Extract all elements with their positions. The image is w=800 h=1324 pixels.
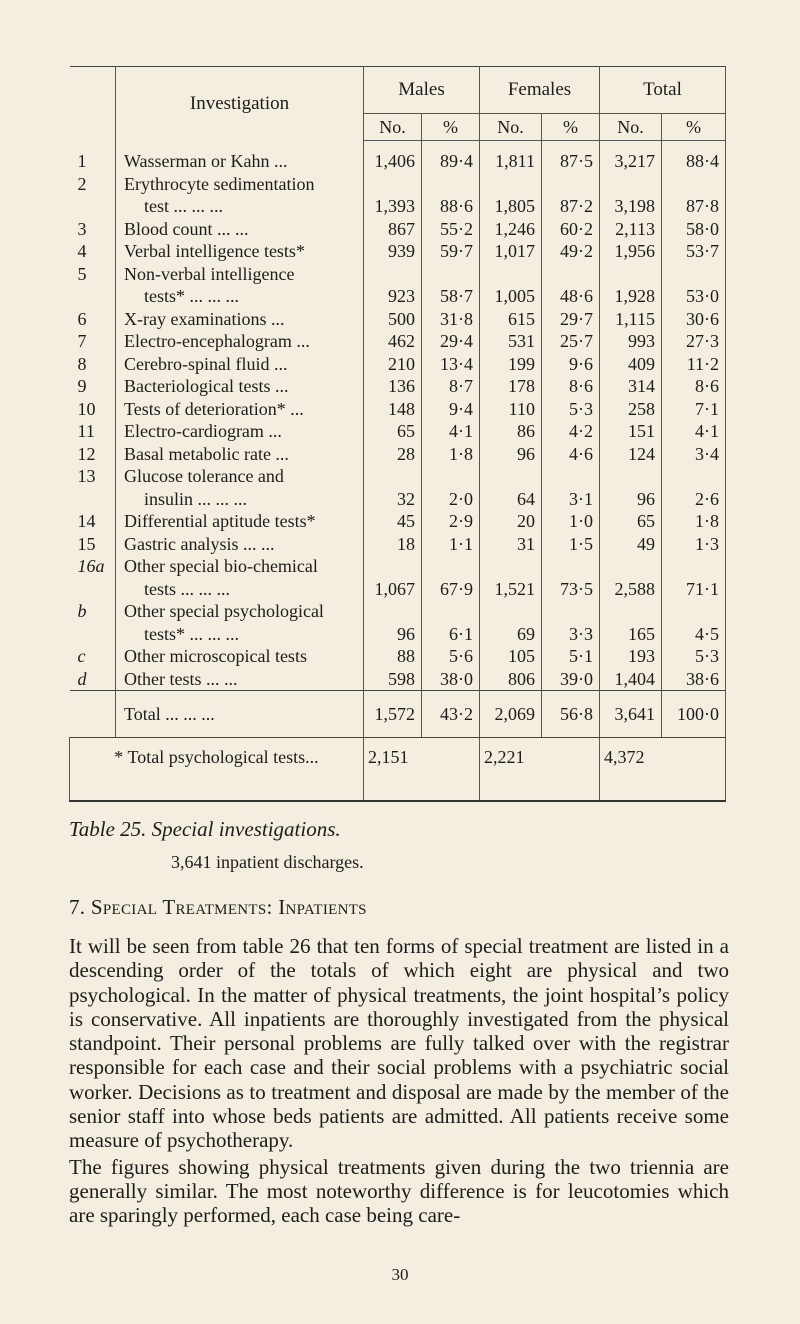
- cell-f-pct: 87·5: [542, 141, 600, 173]
- cell-f-pct: 8·6: [542, 375, 600, 398]
- cell-f-pct: 5·1: [542, 645, 600, 668]
- cell-m-no: 45: [364, 510, 422, 533]
- cell-t-no: 993: [600, 330, 662, 353]
- cell-m-no: 1,393: [364, 173, 422, 218]
- row-number: c: [77, 646, 86, 666]
- table-body: [70, 141, 726, 691]
- cell-t-no: 193: [600, 645, 662, 668]
- table-row: [70, 555, 726, 600]
- cell-t-no: 3,217: [600, 141, 662, 173]
- cell-m-pct: 58·7: [422, 263, 480, 308]
- table-row: [70, 173, 726, 218]
- cell-m-no: 939: [364, 240, 422, 263]
- label-line: Gastric analysis ... ...: [124, 533, 275, 554]
- cell-m-no: 18: [364, 533, 422, 556]
- table-row: [70, 218, 726, 241]
- psych-t-no: 4,372: [600, 738, 726, 802]
- cell-f-pct: 9·6: [542, 353, 600, 376]
- investigation-label: [116, 308, 364, 331]
- cell-t-no: 124: [600, 443, 662, 466]
- investigation-label: [116, 510, 364, 533]
- psych-total-label: * Total psychological tests...: [70, 738, 364, 802]
- cell-f-no: 1,017: [480, 240, 542, 263]
- cell-t-no: 49: [600, 533, 662, 556]
- table-subcaption: 3,641 inpatient discharges.: [171, 852, 364, 872]
- row-number: 1: [77, 150, 87, 171]
- cell-t-no: 1,404: [600, 668, 662, 691]
- row-number: 13: [77, 466, 96, 486]
- males-header: Males: [364, 67, 480, 114]
- cell-f-no: 1,805: [480, 173, 542, 218]
- table-row: [70, 465, 726, 510]
- cell-t-no: 258: [600, 398, 662, 421]
- cell-f-no: 31: [480, 533, 542, 556]
- cell-f-pct: 3·1: [542, 465, 600, 510]
- row-number: b: [77, 601, 87, 621]
- cell-m-pct: 4·1: [422, 420, 480, 443]
- cell-t-no: 1,928: [600, 263, 662, 308]
- row-number: 10: [77, 398, 96, 419]
- investigation-label: [116, 218, 364, 241]
- total-header: Total: [600, 67, 726, 114]
- cell-t-pct: 58·0: [662, 218, 726, 241]
- cell-m-no: 867: [364, 218, 422, 241]
- cell-f-no: 86: [480, 420, 542, 443]
- cell-m-pct: 13·4: [422, 353, 480, 376]
- cell-f-no: 1,811: [480, 141, 542, 173]
- row-number: 14: [77, 511, 96, 531]
- cell-t-no: 2,113: [600, 218, 662, 241]
- cell-f-pct: 3·3: [542, 600, 600, 645]
- label-continuation: insulin ... ... ...: [144, 488, 248, 509]
- row-number: 15: [77, 533, 96, 554]
- table-row: [70, 443, 726, 466]
- label-line: Tests of deterioration* ...: [124, 398, 304, 419]
- cell-t-no: 2,588: [600, 555, 662, 600]
- cell-m-no: 923: [364, 263, 422, 308]
- psych-f-no: 2,221: [480, 738, 600, 802]
- cell-f-pct: 49·2: [542, 240, 600, 263]
- females-header: Females: [480, 67, 600, 114]
- cell-m-no: 462: [364, 330, 422, 353]
- row-number: 4: [77, 241, 87, 261]
- cell-f-no: 178: [480, 375, 542, 398]
- cell-t-no: 165: [600, 600, 662, 645]
- cell-f-no: 1,005: [480, 263, 542, 308]
- table-row: [70, 398, 726, 421]
- investigation-label: [116, 645, 364, 668]
- row-number: 9: [77, 376, 87, 396]
- investigation-label: [116, 375, 364, 398]
- row-number: 3: [77, 218, 87, 239]
- label-continuation: tests* ... ... ...: [144, 623, 240, 644]
- cell-t-pct: 1·8: [662, 510, 726, 533]
- cell-m-no: 598: [364, 668, 422, 691]
- cell-m-no: 136: [364, 375, 422, 398]
- cell-f-no: 199: [480, 353, 542, 376]
- cell-f-no: 64: [480, 465, 542, 510]
- cell-t-pct: 11·2: [662, 353, 726, 376]
- investigation-header: Investigation: [116, 67, 364, 141]
- investigation-label: [116, 398, 364, 421]
- total-pct-header: %: [662, 114, 726, 141]
- cell-t-pct: 8·6: [662, 375, 726, 398]
- cell-t-pct: 53·7: [662, 240, 726, 263]
- cell-t-pct: 4·1: [662, 420, 726, 443]
- cell-m-pct: 55·2: [422, 218, 480, 241]
- investigation-label: [116, 240, 364, 263]
- cell-f-no: 96: [480, 443, 542, 466]
- cell-f-no: 105: [480, 645, 542, 668]
- table-row: [70, 330, 726, 353]
- label-line: Blood count ... ...: [124, 218, 249, 239]
- cell-t-pct: 87·8: [662, 173, 726, 218]
- cell-t-no: 1,115: [600, 308, 662, 331]
- cell-m-pct: 59·7: [422, 240, 480, 263]
- cell-m-no: 148: [364, 398, 422, 421]
- total-label: Total ... ... ...: [116, 691, 364, 738]
- cell-f-pct: 87·2: [542, 173, 600, 218]
- cell-f-pct: 39·0: [542, 668, 600, 691]
- row-number: 7: [77, 331, 87, 351]
- cell-f-no: 806: [480, 668, 542, 691]
- cell-m-pct: 89·4: [422, 141, 480, 173]
- section-heading: 7. Special Treatments: Inpatients: [69, 895, 367, 919]
- label-line: Glucose tolerance and: [124, 466, 284, 486]
- cell-m-no: 1,067: [364, 555, 422, 600]
- cell-f-pct: 5·3: [542, 398, 600, 421]
- cell-m-no: 65: [364, 420, 422, 443]
- cell-f-no: 110: [480, 398, 542, 421]
- paragraph: It will be seen from table 26 that ten forms of special treatment are listed in a descending order of the totals of which eight are physical and two psychological. In the matter of physical treatments, the joint hospital’s policy is conservative. All inpatients are thoroughly investigated from the physical standpoint. Their personal problems are fully talked over with the registrar responsible for each case and their social problems with a psychiatric social worker. Decisions as to treatment and disposal are made by the member of the senior staff into whose beds patients are admitted. All patients receive some measure of psychotherapy.: [69, 934, 729, 1153]
- investigation-label: [116, 353, 364, 376]
- label-line: Other tests ... ...: [124, 668, 238, 689]
- cell-f-no: 69: [480, 600, 542, 645]
- cell-m-no: 32: [364, 465, 422, 510]
- females-no-header: No.: [480, 114, 542, 141]
- label-line: Non-verbal intelligence: [124, 263, 295, 284]
- investigation-label: [116, 533, 364, 556]
- table-row: [70, 308, 726, 331]
- females-pct-header: %: [542, 114, 600, 141]
- males-pct-header: %: [422, 114, 480, 141]
- cell-m-no: 500: [364, 308, 422, 331]
- investigation-label: [116, 668, 364, 691]
- cell-f-pct: 4·6: [542, 443, 600, 466]
- cell-m-pct: 6·1: [422, 600, 480, 645]
- cell-m-pct: 2·9: [422, 510, 480, 533]
- investigation-label: [116, 465, 364, 510]
- label-continuation: tests ... ... ...: [144, 578, 231, 599]
- label-line: Wasserman or Kahn ...: [124, 151, 288, 171]
- cell-t-no: 151: [600, 420, 662, 443]
- total-f-no: 2,069: [480, 691, 542, 738]
- psych-m-no: 2,151: [364, 738, 480, 802]
- cell-f-pct: 1·0: [542, 510, 600, 533]
- cell-m-no: 88: [364, 645, 422, 668]
- label-continuation: tests* ... ... ...: [144, 286, 240, 306]
- cell-f-no: 20: [480, 510, 542, 533]
- cell-f-pct: 60·2: [542, 218, 600, 241]
- cell-m-pct: 31·8: [422, 308, 480, 331]
- table-caption: Table 25. Special investigations.: [69, 817, 341, 841]
- males-no-header: No.: [364, 114, 422, 141]
- cell-m-no: 28: [364, 443, 422, 466]
- cell-m-pct: 2·0: [422, 465, 480, 510]
- investigation-label: [116, 141, 364, 173]
- table-row: [70, 240, 726, 263]
- cell-t-pct: 53·0: [662, 263, 726, 308]
- table-row: [70, 420, 726, 443]
- cell-t-pct: 1·3: [662, 533, 726, 556]
- table-row: [70, 600, 726, 645]
- row-number: 16a: [77, 556, 105, 576]
- cell-t-pct: 2·6: [662, 465, 726, 510]
- investigation-label: [116, 330, 364, 353]
- total-f-pct: 56·8: [542, 691, 600, 738]
- cell-m-pct: 5·6: [422, 645, 480, 668]
- num-header: [70, 67, 116, 141]
- cell-m-pct: 9·4: [422, 398, 480, 421]
- table-row: [70, 141, 726, 173]
- cell-t-pct: 88·4: [662, 141, 726, 173]
- row-number: d: [77, 668, 87, 689]
- table-row: [70, 263, 726, 308]
- cell-t-no: 65: [600, 510, 662, 533]
- paragraph: The figures showing physical treatments given during the two triennia are generally similar. The most noteworthy difference is for leucotomies which are sparingly performed, each case being care-: [69, 1154, 729, 1228]
- label-line: Other special psychological: [124, 601, 324, 621]
- label-line: Erythrocyte sedimentation: [124, 173, 315, 194]
- cell-f-pct: 29·7: [542, 308, 600, 331]
- cell-t-pct: 3·4: [662, 443, 726, 466]
- investigation-label: [116, 420, 364, 443]
- row-number: 12: [77, 443, 96, 464]
- label-line: Differential aptitude tests*: [124, 511, 316, 531]
- cell-m-no: 1,406: [364, 141, 422, 173]
- cell-f-pct: 4·2: [542, 420, 600, 443]
- row-number: 6: [77, 308, 87, 329]
- row-number: 11: [77, 421, 95, 441]
- label-continuation: test ... ... ...: [144, 196, 223, 216]
- page-content: [69, 0, 729, 1306]
- cell-f-no: 1,521: [480, 555, 542, 600]
- total-t-no: 3,641: [600, 691, 662, 738]
- row-number: 8: [77, 353, 87, 374]
- psych-total-row: [70, 738, 726, 802]
- cell-m-pct: 88·6: [422, 173, 480, 218]
- cell-t-pct: 7·1: [662, 398, 726, 421]
- cell-m-pct: 38·0: [422, 668, 480, 691]
- total-m-pct: 43·2: [422, 691, 480, 738]
- total-no-header: No.: [600, 114, 662, 141]
- cell-m-no: 96: [364, 600, 422, 645]
- table-row: [70, 510, 726, 533]
- investigation-label: [116, 173, 364, 218]
- label-line: Cerebro-spinal fluid ...: [124, 353, 288, 374]
- cell-f-pct: 48·6: [542, 263, 600, 308]
- cell-t-pct: 27·3: [662, 330, 726, 353]
- total-m-no: 1,572: [364, 691, 422, 738]
- investigation-label: [116, 600, 364, 645]
- label-line: Other special bio-chemical: [124, 556, 318, 576]
- cell-m-pct: 29·4: [422, 330, 480, 353]
- label-line: X-ray examinations ...: [124, 308, 285, 329]
- label-line: Basal metabolic rate ...: [124, 443, 289, 464]
- table-row: [70, 533, 726, 556]
- total-t-pct: 100·0: [662, 691, 726, 738]
- label-line: Verbal intelligence tests*: [124, 241, 305, 261]
- cell-m-pct: 67·9: [422, 555, 480, 600]
- cell-t-pct: 30·6: [662, 308, 726, 331]
- investigation-label: [116, 555, 364, 600]
- cell-t-pct: 5·3: [662, 645, 726, 668]
- cell-m-pct: 1·1: [422, 533, 480, 556]
- table-row: [70, 645, 726, 668]
- cell-t-pct: 4·5: [662, 600, 726, 645]
- cell-t-pct: 38·6: [662, 668, 726, 691]
- cell-f-pct: 25·7: [542, 330, 600, 353]
- cell-t-no: 1,956: [600, 240, 662, 263]
- label-line: Other microscopical tests: [124, 646, 307, 666]
- cell-t-no: 3,198: [600, 173, 662, 218]
- investigation-label: [116, 443, 364, 466]
- label-line: Bacteriological tests ...: [124, 376, 289, 396]
- cell-f-no: 531: [480, 330, 542, 353]
- label-line: Electro-cardiogram ...: [124, 421, 282, 441]
- cell-m-pct: 8·7: [422, 375, 480, 398]
- cell-t-no: 314: [600, 375, 662, 398]
- cell-t-no: 409: [600, 353, 662, 376]
- page-number: 30: [391, 1264, 409, 1284]
- cell-t-no: 96: [600, 465, 662, 510]
- cell-t-pct: 71·1: [662, 555, 726, 600]
- table-row: [70, 353, 726, 376]
- investigation-label: [116, 263, 364, 308]
- row-number: 5: [77, 263, 87, 284]
- cell-m-no: 210: [364, 353, 422, 376]
- cell-f-no: 1,246: [480, 218, 542, 241]
- total-row: [70, 691, 726, 738]
- table-row: [70, 668, 726, 691]
- label-line: Electro-encephalogram ...: [124, 331, 310, 351]
- row-number: 2: [77, 173, 87, 194]
- special-investigations-table: [69, 66, 726, 802]
- table-row: [70, 375, 726, 398]
- cell-f-pct: 73·5: [542, 555, 600, 600]
- cell-m-pct: 1·8: [422, 443, 480, 466]
- cell-f-no: 615: [480, 308, 542, 331]
- cell-f-pct: 1·5: [542, 533, 600, 556]
